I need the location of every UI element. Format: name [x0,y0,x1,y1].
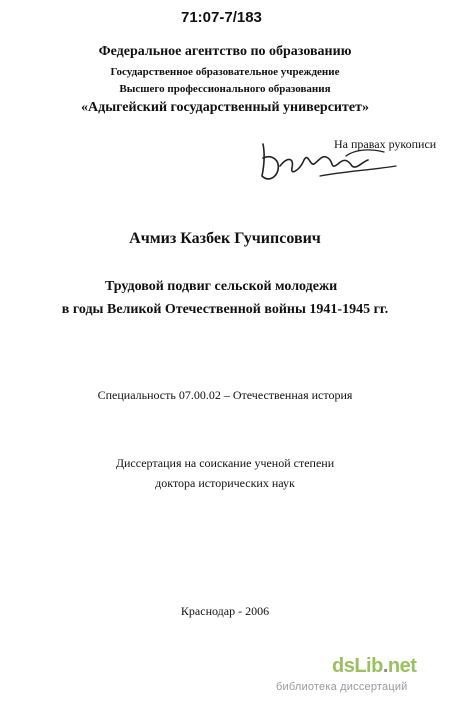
agency-name: Федеральное агентство по образованию [98,44,352,59]
watermark-brand-left: dsLib [332,655,383,677]
degree-line-1: Диссертация на соискание ученой степени [115,456,335,470]
catalog-number: 71:07-7/183 [181,9,262,26]
handwritten-signature [250,136,400,188]
city-year: Краснодар - 2006 [180,604,270,618]
watermark-subtitle: библиотека диссертаций [276,681,408,693]
manuscript-rights-label: На правах рукописи [334,137,437,151]
institution-line-1: Государственное образовательное учреждение [110,66,340,78]
watermark-brand-right: net [387,655,417,677]
thesis-title-line-2: в годы Великой Отечественной войны 1941-1945 гг. [61,302,389,317]
specialty-code: Специальность 07.00.02 – Отечественная история [97,388,353,402]
degree-line-2: доктора исторических наук [155,476,295,490]
author-name: Ачмиз Казбек Гучипсович [129,230,321,247]
watermark-logo [332,655,416,678]
watermark-brand-dot: . [382,655,388,677]
university-name: «Адыгейский государственный университет» [81,100,369,115]
thesis-title-line-1: Трудовой подвиг сельской молодежи [105,279,338,294]
institution-line-2: Высшего профессионального образования [119,83,331,95]
